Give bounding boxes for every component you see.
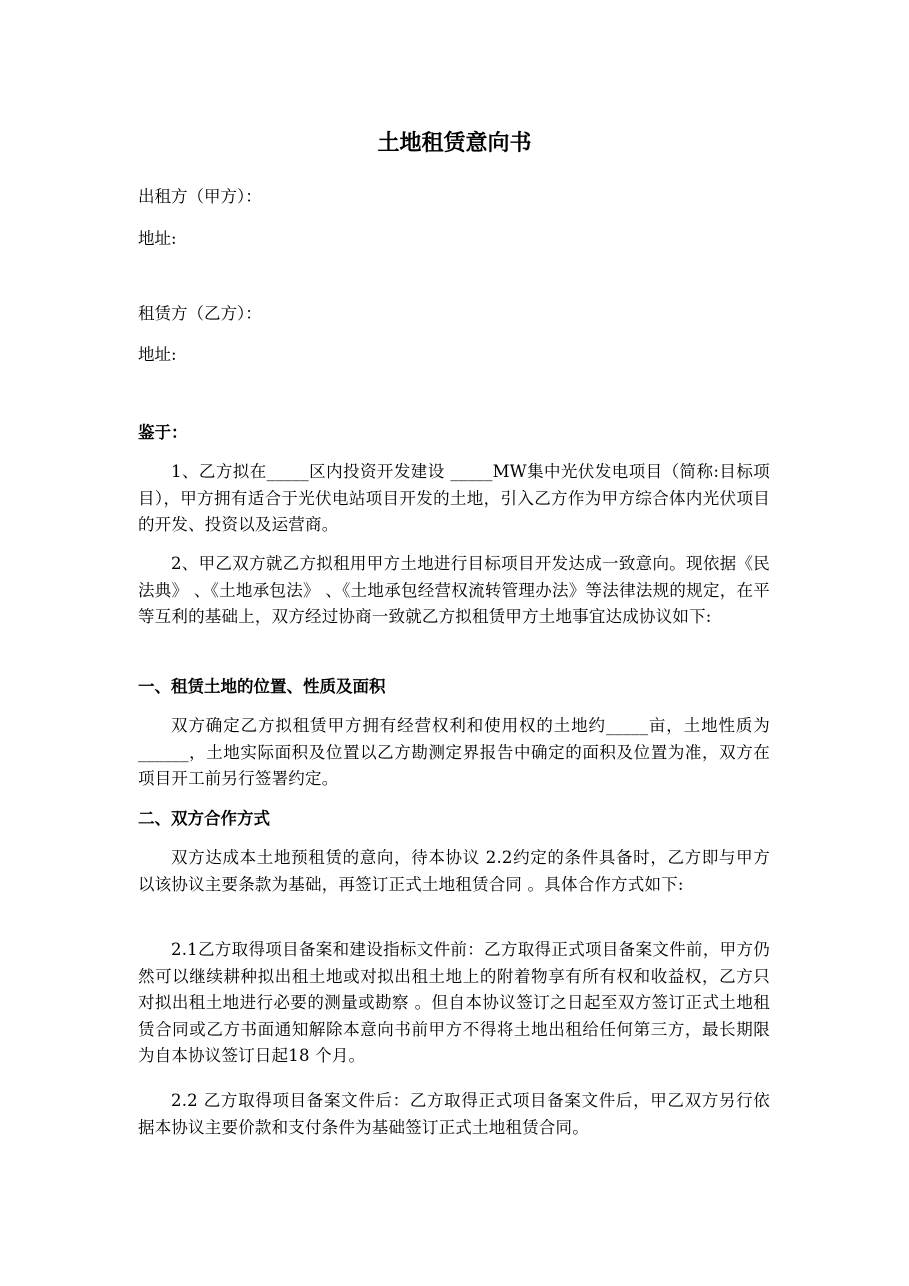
whereas-item-1: 1、乙方拟在_____区内投资开发建设 _____MW集中光伏发电项目（简称:目标项目），甲方拥有适合于光伏电站项目开发的土地，引入乙方作为甲方综合体内光伏项目的开发、投资以及运营商。: [138, 462, 770, 535]
section-2-heading: 二、双方合作方式: [138, 809, 270, 828]
whereas-item-2: 2、甲乙双方就乙方拟租用甲方土地进行目标项目开发达成一致意向。现依据《民法典》 、《土地承包法》 、《土地承包经营权流转管理办法》等法律法规的规定，在平等互利的基础上，双方经过协商一致就乙方拟租赁甲方土地事宜达成协议如下:: [138, 554, 770, 627]
clause-2-1: 2.1乙方取得项目备案和建设指标文件前：乙方取得正式项目备案文件前，甲方仍然可以继续耕种拟出租土地或对拟出租土地上的附着物享有所有权和收益权，乙方只对拟出租土地进行必要的测量或勘察 。但自本协议签订之日起至双方签订正式土地租赁合同或乙方书面通知解除本意向书前甲方不得将土地出租给任何第三方，最长期限为自本协议签订日起18 个月。: [138, 940, 770, 1066]
lessee-address: 地址:: [138, 345, 177, 364]
clause-2-2: 2.2 乙方取得项目备案文件后：乙方取得正式项目备案文件后，甲乙双方另行依据本协议主要价款和支付条件为基础签订正式土地租赁合同。: [138, 1091, 770, 1137]
lessee-label: 租赁方（乙方）：: [138, 304, 262, 323]
document-title: 土地租赁意向书: [377, 131, 532, 156]
section-1-text: 双方确定乙方拟租赁甲方拥有经营权利和使用权的土地约_____亩，土地性质为______，土地实际面积及位置以乙方勘测定界报告中确定的面积及位置为准，双方在项目开工前另行签署约定。: [138, 716, 770, 789]
section-1-heading: 一、租赁土地的位置、性质及面积: [138, 677, 386, 696]
lessor-label: 出租方（甲方）：: [138, 187, 262, 206]
lessor-address: 地址:: [138, 229, 177, 248]
section-2-text: 双方达成本土地预租赁的意向，待本协议 2.2约定的条件具备时，乙方即与甲方以该协议主要条款为基础，再签订正式土地租赁合同 。具体合作方式如下:: [138, 848, 770, 894]
whereas-heading: 鉴于：: [138, 423, 188, 442]
